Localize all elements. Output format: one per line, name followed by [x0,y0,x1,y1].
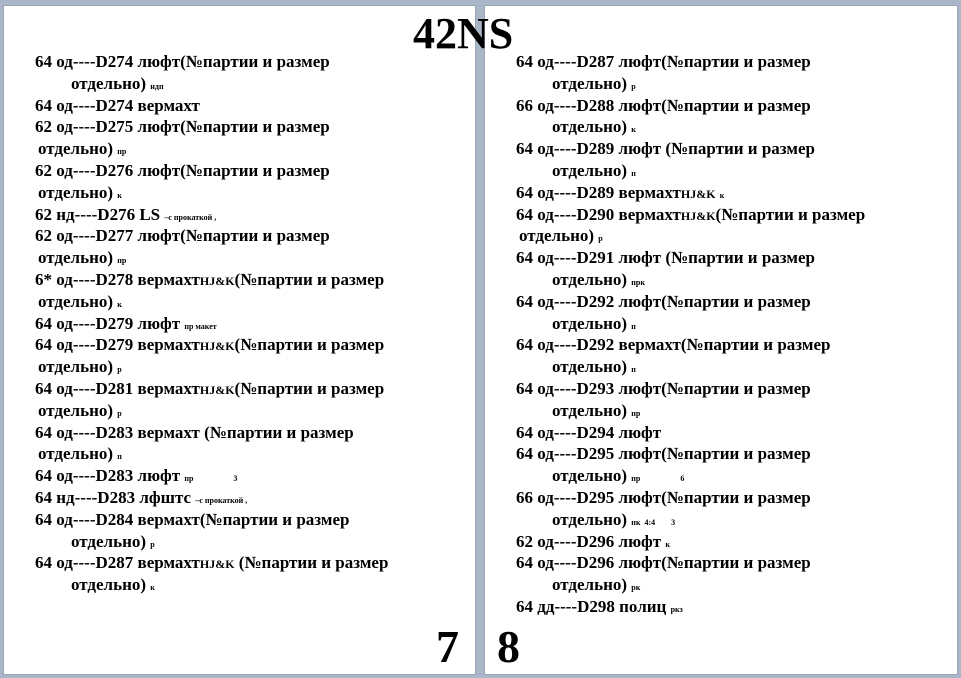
list-item [35,225,388,247]
line-text: 62 од----D277 люфт(№партии и размер [35,226,330,246]
line-text: отдельно) [38,139,114,159]
line-note: рк [631,583,641,593]
line-text: 64 од----D293 люфт(№партии и размер [516,378,811,398]
list-item [35,443,388,465]
list-item [516,51,865,73]
line-text: отдельно) [38,182,114,202]
list-item [516,422,865,444]
line-note: р [117,408,122,418]
right-page-number: 8 [497,621,520,672]
list-item [35,334,388,356]
list-item [35,552,388,574]
line-note: п [631,168,636,178]
list-item [35,378,388,400]
list-item [516,291,865,313]
line-subscript-label: HJ&K [680,208,716,223]
line-text: отдельно) [38,357,114,377]
list-item [516,400,865,422]
line-text: 62 од----D276 люфт(№партии и размер [35,160,330,180]
line-note: к [150,583,155,593]
left-page-number: 7 [436,621,459,672]
line-text: 64 од----D289 люфт (№партии и размер [516,139,815,159]
list-item [35,160,388,182]
list-item [35,247,388,269]
list-item [35,73,388,95]
line-text: 64 од----D287 люфт(№партии и размер [516,52,811,71]
list-item [516,356,865,378]
line-note: р [631,81,636,91]
line-note: –с прокаткой , [195,495,248,505]
line-text: 62 од----D275 люфт(№партии и размер [35,117,330,137]
line-note: р [117,365,122,375]
list-item [516,95,865,117]
line-text: 64 од----D289 вермахт [516,182,681,202]
line-text: отдельно) [38,400,114,420]
line-note: п [117,452,122,462]
line-note: пр 6 [631,474,685,484]
line-subscript-label: HJ&K [199,273,235,288]
line-note: к [117,190,122,200]
list-item [35,574,388,596]
line-note: прк [631,277,645,287]
list-item [35,509,388,531]
line-text: 66 од----D288 люфт(№партии и размер [516,95,811,115]
line-text: 64 од----D283 вермахт (№партии и размер [35,422,354,442]
line-note: пр 3 [184,474,238,484]
line-text: отдельно) [552,73,628,93]
list-item [35,356,388,378]
list-item [35,313,388,335]
list-item [516,509,865,531]
line-text: отдельно) [71,73,147,93]
line-text: 64 од----D274 вермахт [35,95,200,115]
list-item [516,443,865,465]
line-text: 64 нд----D283 лфштс [35,487,192,507]
line-text-rest: (№партии и размер [234,335,385,355]
line-note: к [665,539,670,549]
list-item [35,400,388,422]
list-item [516,334,865,356]
line-subscript-label: HJ&K [199,382,235,397]
line-text: отдельно) [552,269,628,289]
line-text: 64 од----D295 люфт(№партии и размер [516,444,811,464]
list-item [516,204,865,226]
list-item [35,487,388,509]
list-item [516,487,865,509]
line-text: 64 од----D291 люфт (№партии и размер [516,248,815,268]
list-item [35,116,388,138]
list-item [516,574,865,596]
line-text: отдельно) [38,444,114,464]
line-text-rest: (№партии и размер [234,269,385,289]
line-text-rest: (№партии и размер [234,553,389,573]
line-text: 64 од----D292 вермахт(№партии и размер [516,335,831,355]
line-text: 6* од----D278 вермахт [35,269,200,289]
list-item [516,378,865,400]
line-text: отдельно) [552,160,628,180]
line-text: 64 од----D279 люфт [35,313,181,333]
line-text: 64 од----D290 вермахт [516,204,681,224]
list-item [516,73,865,95]
line-text: отдельно) [519,226,595,246]
list-item [516,160,865,182]
list-item [35,422,388,444]
line-text: 64 од----D284 вермахт(№партии и размер [35,509,350,529]
line-text: отдельно) [38,291,114,311]
list-item [35,465,388,487]
list-item [516,465,865,487]
line-note: к [719,190,725,200]
line-subscript-label: HJ&K [680,186,716,201]
line-text: отдельно) [552,357,628,377]
line-text: 64 од----D296 люфт(№партии и размер [516,553,811,573]
line-text: отдельно) [552,509,628,529]
line-note: пр [117,147,127,157]
list-item [516,182,865,204]
line-text: отдельно) [552,313,628,333]
list-item [35,269,388,291]
list-item [35,95,388,117]
line-text: отдельно) [552,117,628,137]
line-text: 64 дд----D298 полиц [516,596,667,616]
line-text: 64 од----D274 люфт(№партии и размер [35,52,330,71]
line-text: 64 од----D287 вермахт [35,553,200,573]
list-item [516,552,865,574]
left-page-lines [35,51,388,596]
line-subscript-label: HJ&K [199,557,235,572]
list-item [516,116,865,138]
document-title: 42NS [413,9,514,58]
line-note: ндп [150,81,164,91]
line-text: 64 од----D292 люфт(№партии и размер [516,291,811,311]
list-item [35,531,388,553]
line-note: к [117,299,122,309]
line-text: отдельно) [71,531,147,551]
line-text: 64 од----D283 люфт [35,466,181,486]
list-item [35,51,388,73]
line-note: –с прокаткой , [164,212,217,222]
line-text-rest: (№партии и размер [234,378,385,398]
list-item [516,247,865,269]
right-page-lines [516,51,865,618]
line-text-rest: (№партии и размер [715,204,866,224]
line-note: пр [117,256,127,266]
list-item [516,225,865,247]
line-note: к [631,125,636,135]
line-text: 64 од----D279 вермахт [35,335,200,355]
line-text: 66 од----D295 люфт(№партии и размер [516,487,811,507]
line-text: отдельно) [38,248,114,268]
line-text: 62 нд----D276 LS [35,204,161,224]
line-note: ркз [670,604,683,614]
list-item [516,138,865,160]
line-note: пк 4:4 3 [631,517,676,527]
line-text: отдельно) [552,466,628,486]
line-subscript-label: HJ&K [199,339,235,354]
line-text: отдельно) [71,575,147,595]
line-note: пр макет [184,321,217,331]
line-note: п [631,321,636,331]
list-item [35,204,388,226]
line-text: отдельно) [552,575,628,595]
list-item [516,596,865,618]
list-item [516,269,865,291]
line-text: 62 од----D296 люфт [516,531,662,551]
line-text: 64 од----D294 люфт [516,422,662,442]
list-item [35,291,388,313]
line-note: п [631,365,636,375]
list-item [35,138,388,160]
line-text: 64 од----D281 вермахт [35,378,200,398]
list-item [35,182,388,204]
line-note: р [598,234,603,244]
line-text: отдельно) [552,400,628,420]
list-item [516,531,865,553]
line-note: пр [631,408,641,418]
line-note: р [150,539,155,549]
list-item [516,313,865,335]
